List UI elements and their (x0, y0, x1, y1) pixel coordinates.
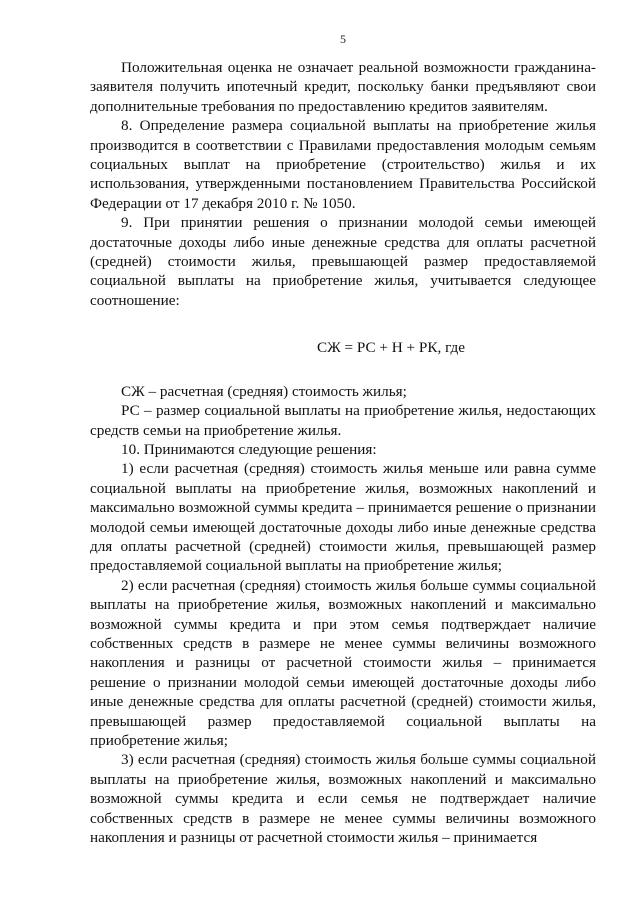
definition-szh: СЖ – расчетная (средняя) стоимость жилья; (121, 382, 407, 400)
paragraph-9: 9. При принятии решения о признании молодой семьи имеющей достаточные доходы либо иные денежные средства для оплаты расчетной (средней) стоимости жилья, превышающей размер предоставляемой социальной выплаты на приобретение жилья, учитывается следующее соотношение: (90, 214, 596, 309)
decision-3: 3) если расчетная (средняя) стоимость жилья больше суммы социальной выплаты на приобретение жилья, возможных накоплений и максимально возможной суммы кредита и если семья не подтверждает наличие собственных средств в размере не менее суммы величины возможного накопления и разницы от расчетной стоимости жилья – принимается (90, 751, 596, 847)
decision-2: 2) если расчетная (средняя) стоимость жилья больше суммы социальной выплаты на приобретение жилья, возможных накоплений и максимально возможной суммы кредита и при этом семья подтверждает наличие собственных средств в размере не менее суммы величины возможного накопления и разницы от расчетной стоимости жилья – принимается решение о признании молодой семьи имеющей достаточные доходы либо иные денежные средства для оплаты расчетной (средней) стоимости жилья, превышающей размер предоставляемой социальной выплаты на приобретение жилья; (90, 576, 596, 749)
document-page (90, 32, 596, 847)
definition-rs: РС – размер социальной выплаты на приобретение жилья, недостающих средств семьи на приобретение жилья. (90, 402, 596, 439)
page-number: 5 (340, 32, 346, 46)
paragraph-10-intro: 10. Принимаются следующие решения: (121, 440, 377, 458)
decision-1: 1) если расчетная (средняя) стоимость жилья меньше или равна сумме социальной выплаты на приобретение жилья, возможных накоплений и максимально возможной суммы кредита – принимается решение о признании молодой семьи имеющей достаточные доходы либо иные денежные средства для оплаты расчетной (средней) стоимости жилья, превышающей размер предоставляемой социальной выплаты на приобретение жилья; (90, 460, 596, 575)
paragraph-8: 8. Определение размера социальной выплаты на приобретение жилья производится в соответствии с Правилами предоставления молодым семьям социальных выплат на приобретение (строительство) жилья и их использования, утвержденными постановлением Правительства Российской Федерации от 17 декабря 2010 г. № 1050. (90, 117, 596, 212)
formula: СЖ = РС + Н + РК, где (316, 339, 466, 357)
paragraph-credit-note: Положительная оценка не означает реальной возможности гражданина-заявителя получить ипотечный кредит, поскольку банки предъявляют свои дополнительные требования по предоставлению кредитов заявителям. (90, 59, 596, 115)
